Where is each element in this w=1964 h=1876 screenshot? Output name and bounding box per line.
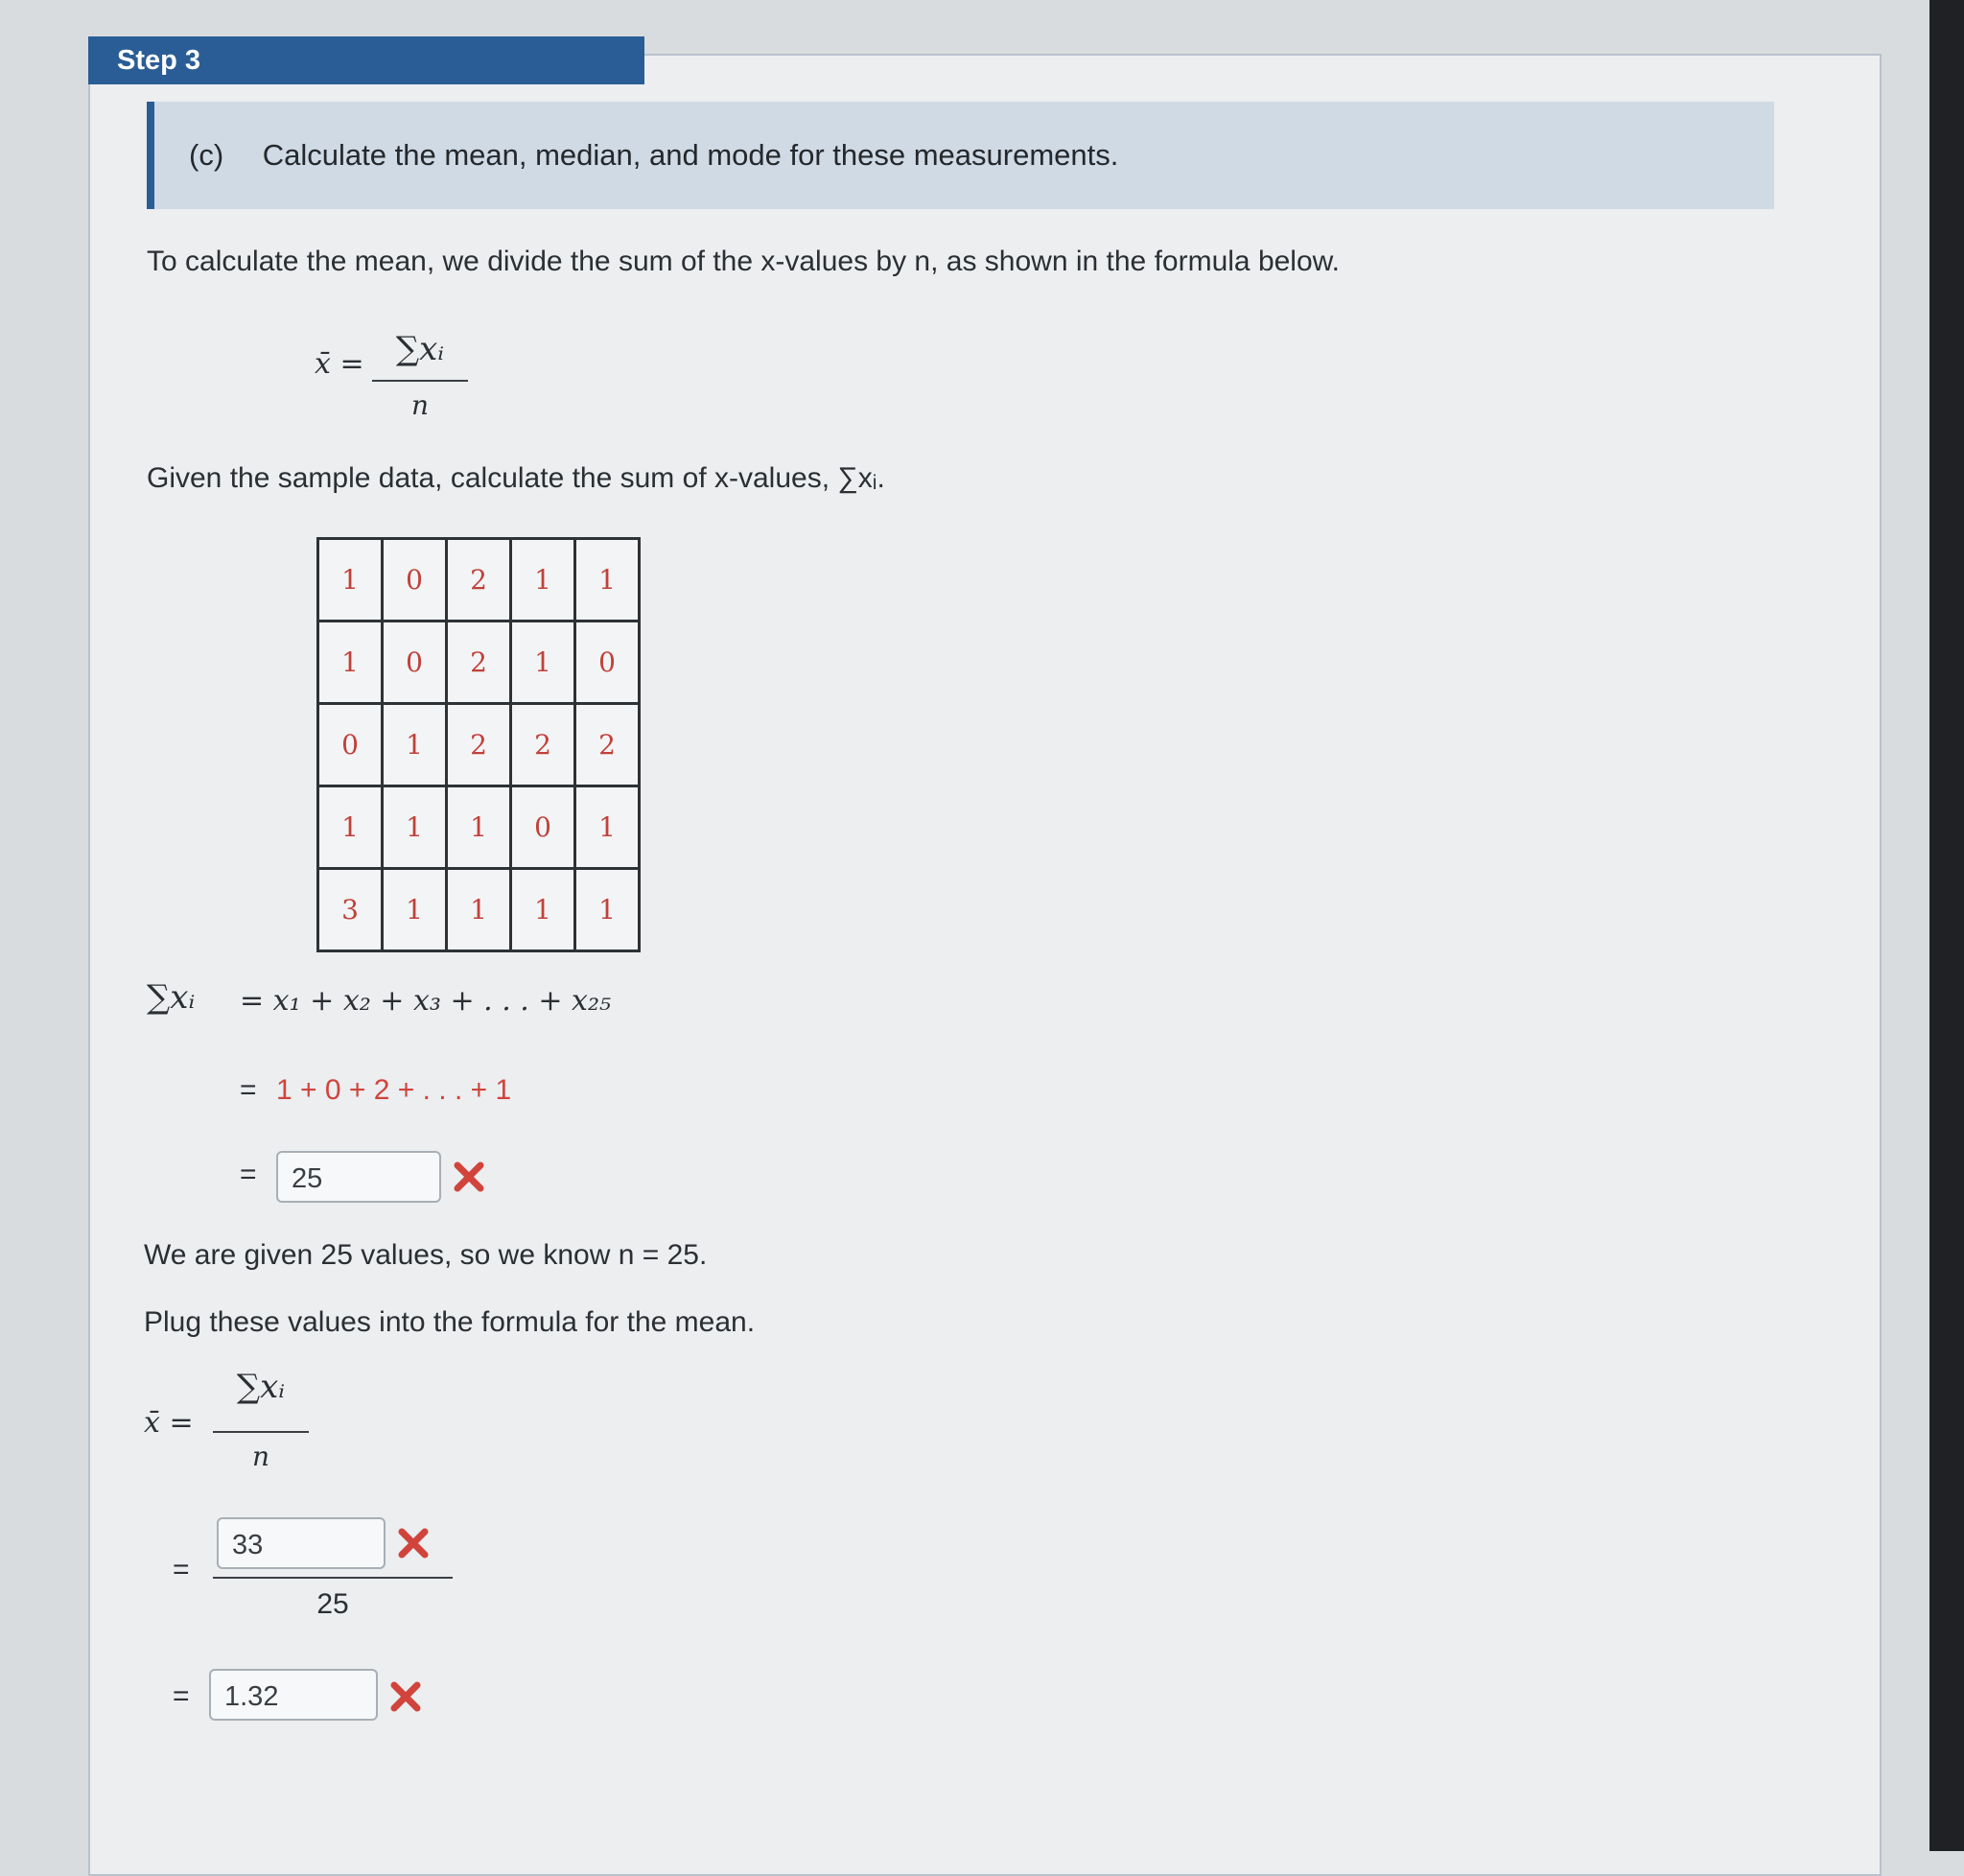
given-text: Given the sample data, calculate the sum of x-values, ∑xᵢ. xyxy=(147,462,885,494)
formula-numerator: ∑xᵢ xyxy=(395,330,445,368)
table-row xyxy=(318,869,640,951)
table-cell: 2 xyxy=(447,704,511,786)
sum-answer-input[interactable]: 25 xyxy=(276,1151,441,1203)
table-cell: 2 xyxy=(447,621,511,704)
table-row xyxy=(318,621,640,704)
table-row xyxy=(318,539,640,621)
step-header: Step 3 xyxy=(88,36,644,84)
sample-data-table xyxy=(316,537,641,952)
table-cell: 1 xyxy=(383,786,447,869)
sum-expansion: = x₁ + x₂ + x₃ + . . . + x₂₅ xyxy=(240,984,611,1018)
table-cell: 1 xyxy=(511,621,575,704)
intro-text: To calculate the mean, we divide the sum of the x-values by n, as shown in the formula below. xyxy=(147,246,1341,277)
mean-equals-1: = xyxy=(173,1554,190,1585)
mean-denominator: n xyxy=(251,1441,270,1472)
table-cell: 2 xyxy=(447,539,511,621)
mean-xbar: x̄ = xyxy=(144,1406,194,1440)
table-cell: 1 xyxy=(575,786,640,869)
formula-fraction-bar xyxy=(372,380,468,382)
sum-equals-2: = xyxy=(240,1074,257,1106)
table-cell: 1 xyxy=(318,786,383,869)
table-cell: 0 xyxy=(383,539,447,621)
numerator-answer-input[interactable]: 33 xyxy=(217,1517,386,1569)
table-cell: 1 xyxy=(318,539,383,621)
mean-fraction-bar xyxy=(213,1431,309,1433)
n-explanation: We are given 25 values, so we know n = 25. xyxy=(144,1239,708,1271)
table-cell: 1 xyxy=(511,869,575,951)
table-cell: 1 xyxy=(575,869,640,951)
table-cell: 0 xyxy=(318,704,383,786)
wrong-answer-icon xyxy=(387,1678,424,1715)
mean-result-fraction-bar xyxy=(213,1577,453,1579)
wrong-answer-icon xyxy=(395,1525,432,1561)
question-banner xyxy=(147,102,1774,209)
sum-lhs: ∑xᵢ xyxy=(147,978,196,1017)
sum-values: 1 + 0 + 2 + . . . + 1 xyxy=(276,1074,512,1106)
plug-instruction: Plug these values into the formula for the mean. xyxy=(144,1306,756,1338)
mean-numerator: ∑xᵢ xyxy=(236,1368,286,1406)
question-text: Calculate the mean, median, and mode for these measurements. xyxy=(262,138,1119,172)
denominator-value: 25 xyxy=(316,1588,349,1620)
table-cell: 0 xyxy=(511,786,575,869)
table-cell: 1 xyxy=(383,704,447,786)
table-cell: 2 xyxy=(575,704,640,786)
table-cell: 3 xyxy=(318,869,383,951)
table-cell: 0 xyxy=(383,621,447,704)
table-cell: 1 xyxy=(447,786,511,869)
formula-xbar: x̄ = xyxy=(315,347,364,381)
table-cell: 1 xyxy=(383,869,447,951)
mean-result-input[interactable]: 1.32 xyxy=(209,1669,378,1721)
table-cell: 0 xyxy=(575,621,640,704)
table-cell: 2 xyxy=(511,704,575,786)
formula-denominator: n xyxy=(410,389,430,421)
table-cell: 1 xyxy=(575,539,640,621)
monitor-bezel xyxy=(1929,0,1964,1851)
wrong-answer-icon xyxy=(451,1159,487,1195)
question-label: (c) xyxy=(189,138,224,172)
table-row xyxy=(318,704,640,786)
table-cell: 1 xyxy=(318,621,383,704)
mean-equals-2: = xyxy=(173,1680,190,1712)
table-cell: 1 xyxy=(447,869,511,951)
table-cell: 1 xyxy=(511,539,575,621)
sum-equals-3: = xyxy=(240,1159,257,1190)
table-row xyxy=(318,786,640,869)
